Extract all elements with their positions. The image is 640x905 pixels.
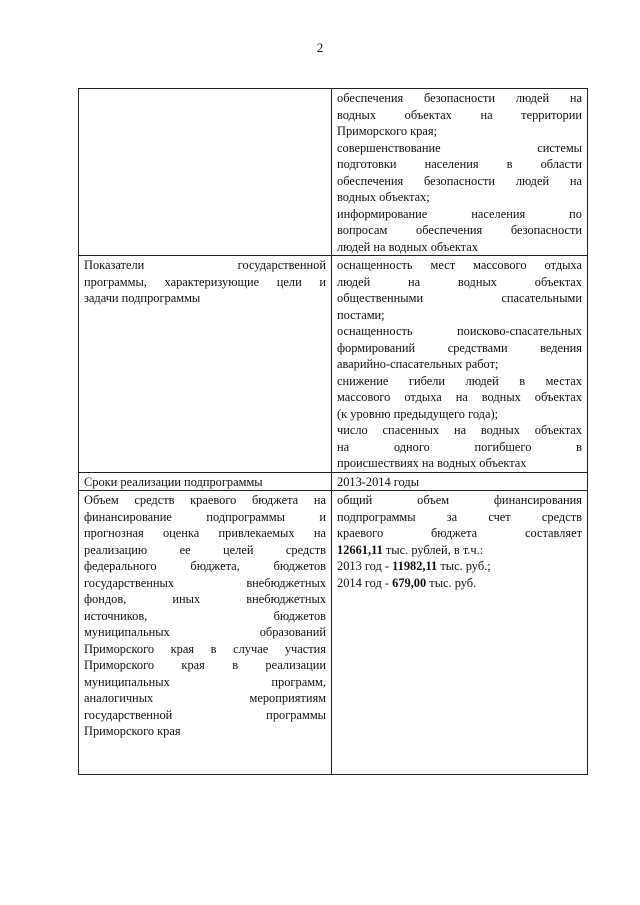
funding-line: краевого бюджета составляет bbox=[337, 526, 582, 540]
subprogram-passport-table bbox=[78, 88, 588, 775]
text-line: снижение гибели людей в местах bbox=[337, 373, 582, 388]
funding-2013-suffix: тыс. руб.; bbox=[437, 559, 491, 573]
text-line: людей на водных объектах bbox=[337, 274, 582, 289]
text-line: массового отдыха на водных объектах bbox=[337, 390, 582, 404]
text-line: подготовки населения в области bbox=[337, 157, 582, 171]
text-line: водных объектах; bbox=[337, 190, 430, 204]
text-line: аварийно-спасательных работ; bbox=[337, 357, 499, 371]
text-line: муниципальных образований bbox=[84, 625, 326, 639]
text-line: водных объектах на территории bbox=[337, 107, 582, 122]
funding-total-suffix: тыс. рублей, в т.ч.: bbox=[382, 542, 484, 557]
text-line: информирование населения по bbox=[337, 206, 582, 221]
row-value-cell bbox=[332, 472, 588, 491]
table-row bbox=[79, 491, 588, 775]
text-line: задачи подпрограммы bbox=[84, 291, 201, 305]
text-line: Приморского края в случае участия bbox=[84, 641, 326, 656]
row-label-cell bbox=[79, 472, 332, 491]
page-number: 2 bbox=[316, 40, 324, 55]
table-row bbox=[79, 472, 588, 491]
funding-2013-line bbox=[337, 558, 582, 575]
funding-total-line bbox=[337, 542, 582, 559]
text-line: муниципальных программ, bbox=[84, 674, 326, 689]
funding-2013-prefix: 2013 год - bbox=[337, 559, 393, 573]
row-label-cell bbox=[79, 491, 332, 775]
funding-2013-amount: 11982,11 bbox=[392, 559, 438, 573]
text-line: обеспечения безопасности людей на bbox=[337, 91, 582, 105]
text-line: на одного погибшего в bbox=[337, 439, 582, 454]
text-line: Объем средств краевого бюджета на bbox=[84, 493, 326, 507]
text-line: совершенствование системы bbox=[337, 140, 582, 155]
text-line: людей на водных объектах bbox=[337, 239, 478, 254]
table-row bbox=[79, 256, 588, 473]
funding-2014-prefix: 2014 год - bbox=[337, 575, 393, 590]
text-line: Показатели государственной bbox=[84, 258, 326, 272]
text-line: формирований средствами ведения bbox=[337, 340, 582, 355]
funding-2014-suffix: тыс. руб. bbox=[426, 575, 477, 590]
text-line: Приморского края bbox=[84, 724, 181, 738]
text-line: реализацию ее целей средств bbox=[84, 542, 326, 557]
funding-2014-amount: 679,00 bbox=[392, 575, 427, 590]
funding-total-amount: 12661,11 bbox=[337, 542, 383, 557]
text-line: обеспечения безопасности людей на bbox=[337, 173, 582, 188]
text-line: общественными спасательными bbox=[337, 291, 582, 305]
text-line: Приморского края; bbox=[337, 124, 438, 138]
text-line: число спасенных на водных объектах bbox=[337, 423, 582, 437]
text-line: источников, бюджетов bbox=[84, 608, 326, 623]
text-line: оснащенность поисково-спасательных bbox=[337, 324, 582, 338]
row-value-cell bbox=[332, 491, 588, 775]
text-line: (к уровню предыдущего года); bbox=[337, 406, 499, 421]
row-label-cell bbox=[79, 89, 332, 256]
text-line: постами; bbox=[337, 307, 385, 322]
funding-2014-line bbox=[337, 575, 582, 592]
row-label-cell bbox=[79, 256, 332, 473]
text-line: 2013-2014 годы bbox=[337, 474, 420, 489]
text-line: оснащенность мест массового отдыха bbox=[337, 258, 582, 272]
text-line: прогнозная оценка привлекаемых на bbox=[84, 526, 326, 540]
row-value-cell bbox=[332, 256, 588, 473]
text-line: федерального бюджета, бюджетов bbox=[84, 559, 326, 573]
table-row bbox=[79, 89, 588, 256]
text-line: программы, характеризующие цели и bbox=[84, 274, 326, 289]
text-line: финансирование подпрограммы и bbox=[84, 509, 326, 524]
text-line: государственных внебюджетных bbox=[84, 575, 326, 590]
text-line: происшествиях на водных объектах bbox=[337, 456, 527, 470]
text-line: Приморского края в реализации bbox=[84, 658, 326, 672]
text-line: фондов, иных внебюджетных bbox=[84, 592, 326, 606]
text-line: Сроки реализации подпрограммы bbox=[84, 474, 263, 489]
text-line: государственной программы bbox=[84, 707, 326, 722]
funding-line: подпрограммы за счет средств bbox=[337, 509, 582, 524]
text-line: вопросам обеспечения безопасности bbox=[337, 223, 582, 237]
funding-line: общий объем финансирования bbox=[337, 493, 582, 507]
text-line: аналогичных мероприятиям bbox=[84, 691, 326, 705]
row-value-cell bbox=[332, 89, 588, 256]
